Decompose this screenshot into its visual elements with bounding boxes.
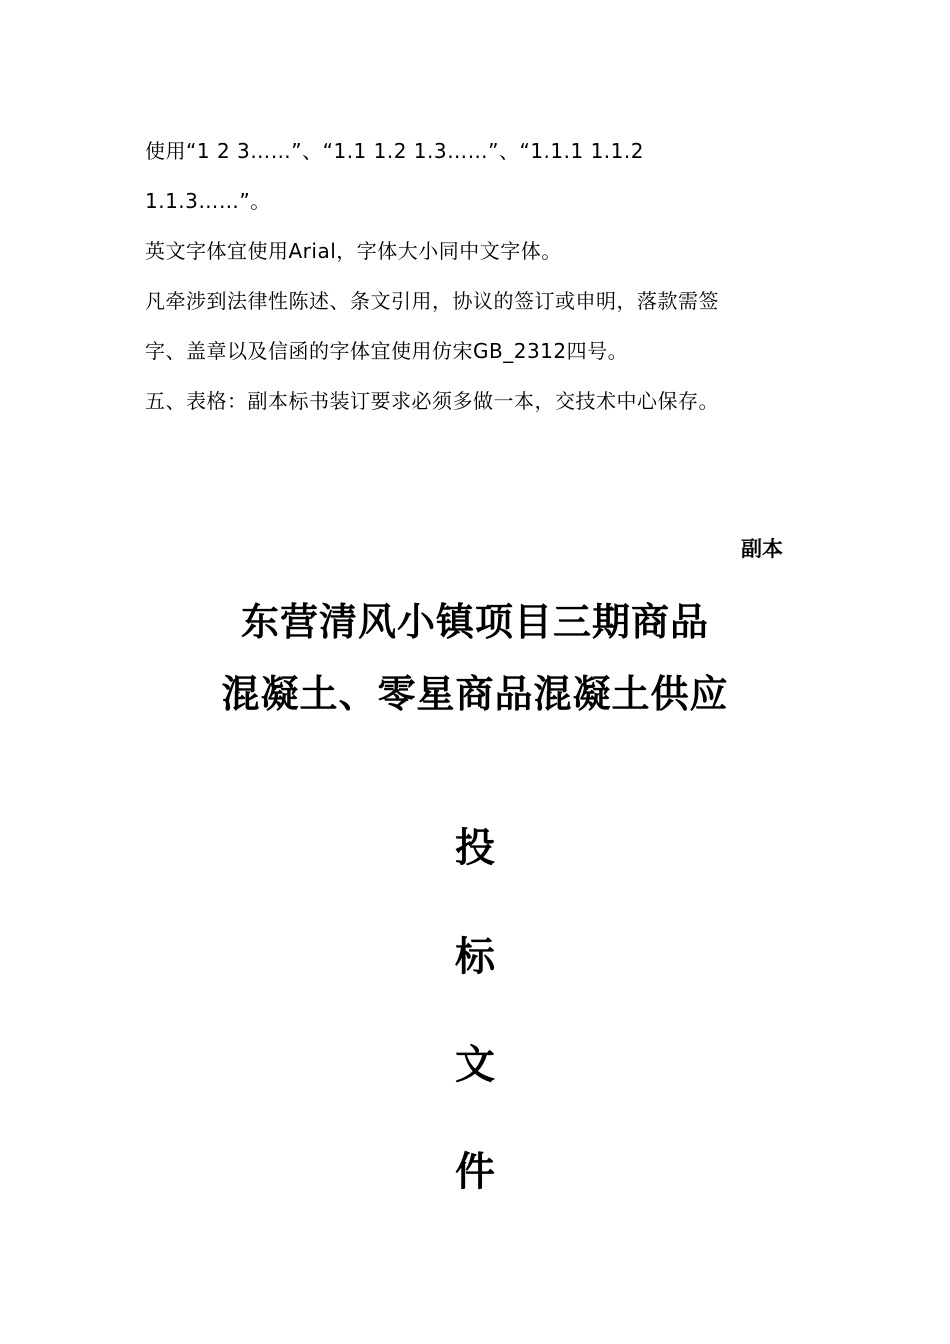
body-line-5: 字、盖章以及信函的字体宜使用仿宋GB_2312四号。 <box>145 339 629 363</box>
body-line-2: 1.1.3……”。 <box>145 189 271 213</box>
body-line-6: 五、表格：副本标书装订要求必须多做一本，交技术中心保存。 <box>145 389 719 413</box>
body-line-1: 使用“1 2 3……”、“1.1 1.2 1.3……”、“1.1.1 1.1.2 <box>145 139 644 163</box>
cover-title-line-2: 混凝土、零星商品混凝土供应 <box>221 671 729 716</box>
doc-type-char-1: 投 <box>455 824 495 871</box>
doc-type-char-2: 标 <box>455 933 495 980</box>
body-line-4: 凡牵涉到法律性陈述、条文引用，协议的签订或申明，落款需签 <box>145 289 719 313</box>
copy-label: 副本 <box>741 536 783 561</box>
doc-type-char-4: 件 <box>455 1148 495 1195</box>
body-line-3: 英文字体宜使用Arial，字体大小同中文字体。 <box>145 239 562 263</box>
cover-title-line-1: 东营清风小镇项目三期商品 <box>240 599 709 644</box>
doc-type-char-3: 文 <box>455 1041 495 1088</box>
